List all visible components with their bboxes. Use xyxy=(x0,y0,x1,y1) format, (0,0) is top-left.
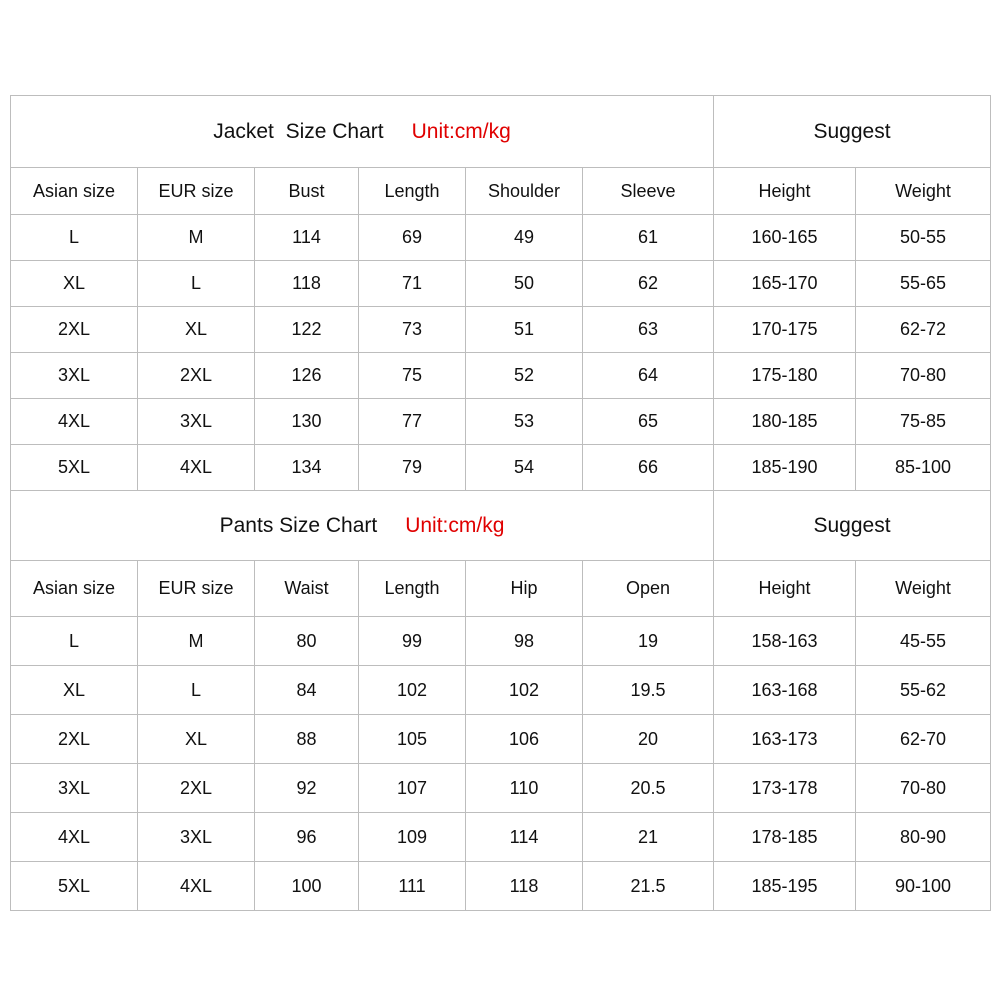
table-row xyxy=(11,813,991,862)
table-cell: 90-100 xyxy=(856,862,991,911)
jacket-header-row xyxy=(11,168,991,215)
pants-size-table xyxy=(10,490,991,911)
table-cell: 165-170 xyxy=(714,261,856,307)
table-cell: 2XL xyxy=(11,307,138,353)
table-cell: 3XL xyxy=(11,353,138,399)
jacket-size-table xyxy=(10,95,991,491)
table-cell: 178-185 xyxy=(714,813,856,862)
table-cell: 163-168 xyxy=(714,666,856,715)
table-cell: 79 xyxy=(359,445,466,491)
table-row xyxy=(11,353,991,399)
table-row xyxy=(11,399,991,445)
table-cell: 102 xyxy=(466,666,583,715)
table-cell: 130 xyxy=(255,399,359,445)
table-cell: 71 xyxy=(359,261,466,307)
table-cell: 55-62 xyxy=(856,666,991,715)
table-cell: 2XL xyxy=(138,353,255,399)
table-cell: 61 xyxy=(583,215,714,261)
column-header: Weight xyxy=(856,561,991,617)
table-cell: 55-65 xyxy=(856,261,991,307)
table-cell: 45-55 xyxy=(856,617,991,666)
table-cell: 98 xyxy=(466,617,583,666)
table-cell: 114 xyxy=(255,215,359,261)
table-cell: 75-85 xyxy=(856,399,991,445)
table-cell: 5XL xyxy=(11,862,138,911)
table-cell: 19 xyxy=(583,617,714,666)
pants-suggest-heading: Suggest xyxy=(714,491,991,561)
table-cell: M xyxy=(138,215,255,261)
table-cell: 110 xyxy=(466,764,583,813)
column-header: EUR size xyxy=(138,168,255,215)
table-cell: 62 xyxy=(583,261,714,307)
table-cell: 100 xyxy=(255,862,359,911)
jacket-title-row xyxy=(11,96,991,168)
table-cell: 2XL xyxy=(11,715,138,764)
pants-unit: Unit:cm/kg xyxy=(405,513,505,537)
table-cell: 70-80 xyxy=(856,353,991,399)
table-row xyxy=(11,445,991,491)
column-header: Sleeve xyxy=(583,168,714,215)
table-cell: L xyxy=(138,666,255,715)
table-cell: 105 xyxy=(359,715,466,764)
table-cell: 111 xyxy=(359,862,466,911)
column-header: Weight xyxy=(856,168,991,215)
table-row xyxy=(11,862,991,911)
column-header: Bust xyxy=(255,168,359,215)
table-row xyxy=(11,261,991,307)
table-cell: 170-175 xyxy=(714,307,856,353)
table-cell: 4XL xyxy=(11,813,138,862)
table-cell: 20 xyxy=(583,715,714,764)
column-header: Hip xyxy=(466,561,583,617)
table-cell: 4XL xyxy=(138,862,255,911)
table-cell: 3XL xyxy=(138,813,255,862)
table-cell: 53 xyxy=(466,399,583,445)
table-cell: 5XL xyxy=(11,445,138,491)
table-cell: 77 xyxy=(359,399,466,445)
table-cell: 69 xyxy=(359,215,466,261)
table-cell: 4XL xyxy=(138,445,255,491)
table-cell: 134 xyxy=(255,445,359,491)
table-row xyxy=(11,215,991,261)
size-chart-sheet xyxy=(10,95,990,911)
table-cell: 51 xyxy=(466,307,583,353)
table-cell: 4XL xyxy=(11,399,138,445)
table-cell: 80 xyxy=(255,617,359,666)
jacket-suggest-heading: Suggest xyxy=(714,96,991,168)
column-header: Length xyxy=(359,561,466,617)
pants-title: Pants Size Chart xyxy=(219,513,378,537)
table-cell: 65 xyxy=(583,399,714,445)
table-cell: 96 xyxy=(255,813,359,862)
column-header: Length xyxy=(359,168,466,215)
column-header: Shoulder xyxy=(466,168,583,215)
column-header: Height xyxy=(714,168,856,215)
table-cell: 92 xyxy=(255,764,359,813)
table-cell: L xyxy=(11,215,138,261)
table-cell: 160-165 xyxy=(714,215,856,261)
table-cell: XL xyxy=(11,261,138,307)
column-header: Open xyxy=(583,561,714,617)
table-cell: 118 xyxy=(466,862,583,911)
table-cell: XL xyxy=(11,666,138,715)
table-cell: 75 xyxy=(359,353,466,399)
table-cell: 73 xyxy=(359,307,466,353)
column-header: Asian size xyxy=(11,561,138,617)
table-row xyxy=(11,715,991,764)
table-cell: M xyxy=(138,617,255,666)
table-cell: 122 xyxy=(255,307,359,353)
table-cell: 70-80 xyxy=(856,764,991,813)
jacket-unit: Unit:cm/kg xyxy=(411,119,511,143)
column-header: Height xyxy=(714,561,856,617)
column-header: Waist xyxy=(255,561,359,617)
table-cell: 107 xyxy=(359,764,466,813)
table-cell: 85-100 xyxy=(856,445,991,491)
table-cell: 64 xyxy=(583,353,714,399)
table-cell: 3XL xyxy=(11,764,138,813)
table-cell: 50 xyxy=(466,261,583,307)
column-header: Asian size xyxy=(11,168,138,215)
table-cell: 49 xyxy=(466,215,583,261)
pants-title-row xyxy=(11,491,991,561)
pants-title-cell xyxy=(11,491,714,561)
table-cell: 19.5 xyxy=(583,666,714,715)
table-row xyxy=(11,307,991,353)
table-cell: 66 xyxy=(583,445,714,491)
table-cell: 126 xyxy=(255,353,359,399)
table-cell: 173-178 xyxy=(714,764,856,813)
jacket-title-cell xyxy=(11,96,714,168)
table-cell: 102 xyxy=(359,666,466,715)
table-cell: 84 xyxy=(255,666,359,715)
table-cell: 114 xyxy=(466,813,583,862)
table-cell: XL xyxy=(138,307,255,353)
table-cell: 21 xyxy=(583,813,714,862)
table-cell: 3XL xyxy=(138,399,255,445)
table-cell: 109 xyxy=(359,813,466,862)
table-cell: 21.5 xyxy=(583,862,714,911)
table-cell: 63 xyxy=(583,307,714,353)
table-cell: 52 xyxy=(466,353,583,399)
table-cell: 20.5 xyxy=(583,764,714,813)
table-row xyxy=(11,764,991,813)
table-cell: 175-180 xyxy=(714,353,856,399)
jacket-title: Jacket Size Chart xyxy=(213,119,384,143)
table-cell: 185-190 xyxy=(714,445,856,491)
pants-header-row xyxy=(11,561,991,617)
table-cell: 80-90 xyxy=(856,813,991,862)
table-cell: 2XL xyxy=(138,764,255,813)
table-cell: 158-163 xyxy=(714,617,856,666)
table-cell: L xyxy=(138,261,255,307)
table-cell: XL xyxy=(138,715,255,764)
table-cell: 54 xyxy=(466,445,583,491)
table-cell: 62-70 xyxy=(856,715,991,764)
table-cell: 88 xyxy=(255,715,359,764)
table-row xyxy=(11,666,991,715)
table-cell: 163-173 xyxy=(714,715,856,764)
table-row xyxy=(11,617,991,666)
table-cell: 118 xyxy=(255,261,359,307)
table-cell: 185-195 xyxy=(714,862,856,911)
table-cell: 62-72 xyxy=(856,307,991,353)
table-cell: 99 xyxy=(359,617,466,666)
table-cell: L xyxy=(11,617,138,666)
column-header: EUR size xyxy=(138,561,255,617)
table-cell: 180-185 xyxy=(714,399,856,445)
table-cell: 106 xyxy=(466,715,583,764)
table-cell: 50-55 xyxy=(856,215,991,261)
